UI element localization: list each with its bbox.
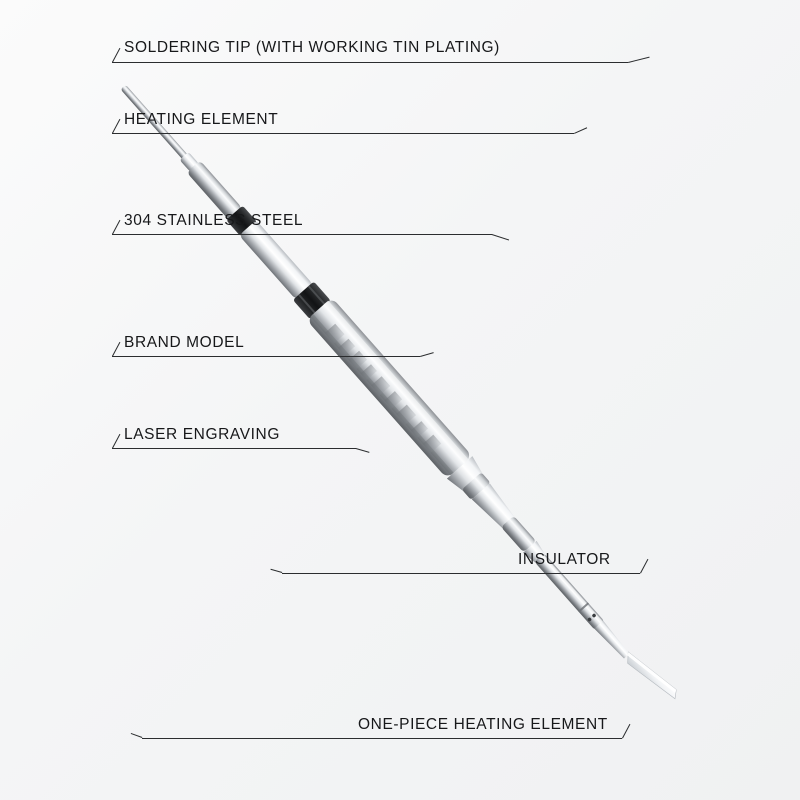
leader-line-brand-model	[112, 356, 420, 357]
callout-label-stainless-steel: 304 STAINLESS STEEL	[124, 212, 304, 229]
callout-label-soldering-tip: SOLDERING TIP (WITH WORKING TIN PLATING)	[124, 39, 500, 56]
leader-line-insulator	[282, 573, 640, 574]
leader-line-heating-element	[112, 133, 574, 134]
callout-label-brand-model: BRAND MODEL	[124, 334, 245, 351]
leader-line-stainless-steel	[112, 234, 492, 235]
leader-line-one-piece-heating-element	[142, 738, 622, 739]
leader-line-soldering-tip	[112, 62, 628, 63]
callout-label-insulator: INSULATOR	[518, 551, 611, 568]
leader-line-laser-engraving	[112, 448, 356, 449]
callout-label-one-piece-heating-element: ONE-PIECE HEATING ELEMENT	[358, 716, 608, 733]
callout-label-laser-engraving: LASER ENGRAVING	[124, 426, 281, 443]
callout-label-heating-element: HEATING ELEMENT	[124, 111, 279, 128]
